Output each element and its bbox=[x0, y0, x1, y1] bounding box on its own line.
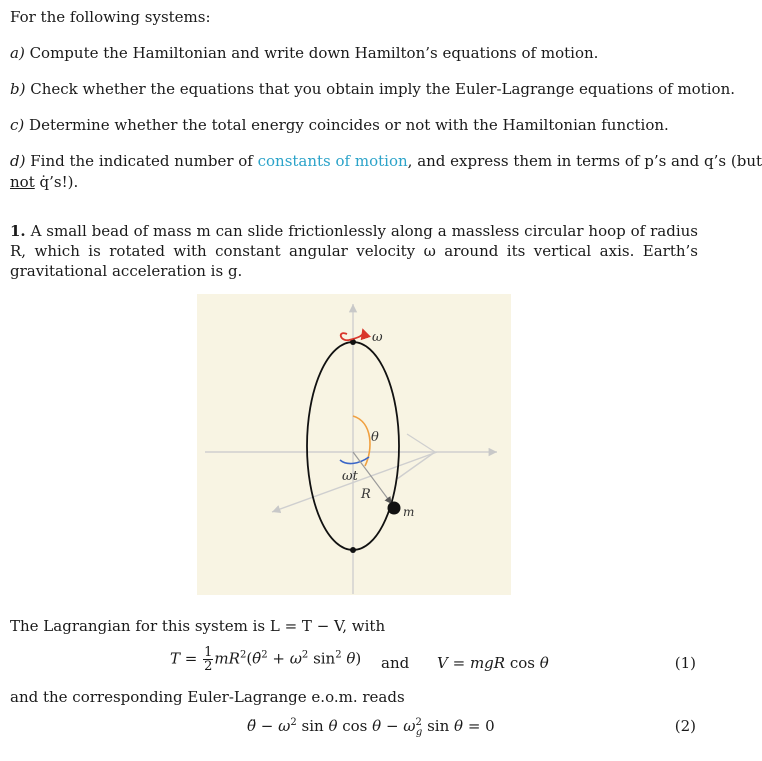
problem-number: 1. bbox=[10, 222, 26, 240]
item-a: a) Compute the Hamiltonian and write down Hamilton’s equations of motion. bbox=[10, 44, 599, 62]
equation-number-1: (1) bbox=[674, 654, 696, 672]
theta-label: θ bbox=[371, 430, 379, 445]
problem-statement: 1. A small bead of mass m can slide frictionlessly along a massless circular hoop of radius R, which is rotated with constant angular velocity ω around its vertical axis. Earth’s gravitational acceleration is g. bbox=[10, 222, 698, 280]
radius-line bbox=[353, 452, 391, 503]
omega-label: ω bbox=[372, 330, 383, 345]
item-b: b) Check whether the equations that you obtain imply the Euler-Lagrange equations of motion. bbox=[10, 80, 735, 98]
eom-text: and the corresponding Euler-Lagrange e.o.m. reads bbox=[10, 688, 405, 706]
radius-label: R bbox=[361, 487, 371, 502]
hoop-diagram bbox=[197, 294, 511, 595]
hoop-figure bbox=[197, 294, 511, 595]
equation-1: T = $\frac{1}{2}$ $mR^2(\thetȧ^2 + \omega^2$ $\sin^2 \theta$) bbox=[170, 645, 362, 674]
omega-t-arc bbox=[340, 457, 369, 464]
bead bbox=[388, 502, 401, 515]
equation-number-2: (2) bbox=[674, 717, 696, 735]
constants-of-motion-link[interactable]: constants of motion bbox=[257, 152, 408, 170]
rotation-arrow-icon bbox=[341, 330, 364, 340]
item-d-continued: not q̇’s!). bbox=[10, 173, 79, 191]
item-c: c) Determine whether the total energy coincides or not with the Hamiltonian function. bbox=[10, 116, 669, 134]
intro-text: For the following systems: bbox=[10, 8, 211, 26]
and-word: and bbox=[381, 654, 410, 672]
item-d: d) Find the indicated number of constants of motion, and express them in terms of p’s and q’s (but bbox=[10, 152, 762, 170]
omega-t-label: ωt bbox=[342, 469, 358, 484]
equation-2: θ̈ − $\omega^2$ sin θ $\cos \theta - \omega^2_g$ sin θ = 0 bbox=[247, 717, 495, 738]
lagrangian-text: The Lagrangian for this system is L = T − V, with bbox=[10, 617, 386, 635]
mass-label: m bbox=[403, 505, 415, 519]
potential-equation: V = mgR cos θ bbox=[437, 654, 549, 672]
